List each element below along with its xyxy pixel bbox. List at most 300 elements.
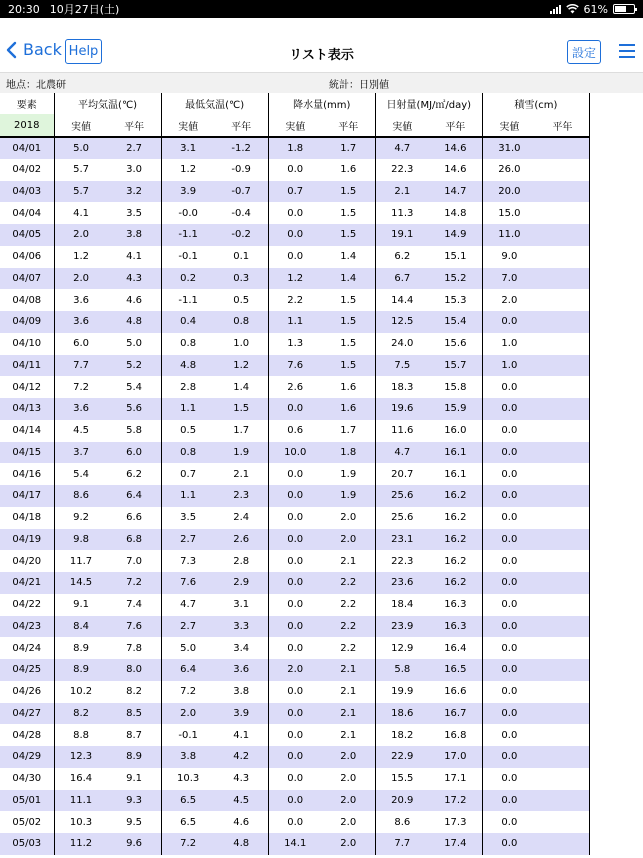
avg-temp-actual: 11.1: [54, 790, 108, 812]
min-temp-normal: 3.3: [215, 616, 269, 638]
min-temp-actual: 0.8: [161, 442, 215, 464]
snow-normal: [536, 659, 590, 681]
snow-actual: 0.0: [482, 616, 536, 638]
precip-normal: 2.0: [322, 529, 376, 551]
solar-actual: 23.1: [375, 529, 429, 551]
table-row[interactable]: [0, 137, 590, 159]
min-temp-normal: 2.3: [215, 485, 269, 507]
snow-normal: [536, 442, 590, 464]
precip-actual: 0.0: [268, 681, 322, 703]
nav-bar: [0, 18, 643, 72]
min-temp-normal: 4.5: [215, 790, 269, 812]
min-temp-normal: 0.1: [215, 246, 269, 268]
sub-header-normal: 平年: [108, 114, 162, 137]
table-row[interactable]: [0, 790, 590, 812]
avg-temp-normal: 6.6: [108, 507, 162, 529]
date-cell: 04/07: [0, 268, 54, 290]
avg-temp-actual: 4.1: [54, 202, 108, 224]
solar-normal: 17.2: [429, 790, 483, 812]
table-row[interactable]: [0, 724, 590, 746]
avg-temp-actual: 14.5: [54, 572, 108, 594]
snow-normal: [536, 224, 590, 246]
precip-normal: 1.5: [322, 202, 376, 224]
avg-temp-actual: 2.0: [54, 224, 108, 246]
date-cell: 04/06: [0, 246, 54, 268]
date-cell: 05/02: [0, 811, 54, 833]
solar-actual: 6.2: [375, 246, 429, 268]
snow-actual: 0.0: [482, 420, 536, 442]
snow-actual: 0.0: [482, 485, 536, 507]
table-row[interactable]: [0, 659, 590, 681]
min-temp-normal: 1.9: [215, 442, 269, 464]
date-cell: 04/13: [0, 398, 54, 420]
table-row[interactable]: [0, 616, 590, 638]
avg-temp-actual: 9.8: [54, 529, 108, 551]
min-temp-normal: 4.6: [215, 811, 269, 833]
min-temp-normal: 3.6: [215, 659, 269, 681]
group-header-precipitation: 降水量(mm): [268, 93, 375, 114]
precip-normal: 2.1: [322, 703, 376, 725]
solar-normal: 15.2: [429, 268, 483, 290]
snow-actual: 31.0: [482, 137, 536, 159]
group-header-snow-depth: 積雪(cm): [482, 93, 589, 114]
snow-normal: [536, 746, 590, 768]
min-temp-actual: 7.3: [161, 550, 215, 572]
avg-temp-normal: 4.6: [108, 289, 162, 311]
solar-normal: 15.4: [429, 311, 483, 333]
solar-normal: 15.3: [429, 289, 483, 311]
date-cell: 04/30: [0, 768, 54, 790]
avg-temp-actual: 2.0: [54, 268, 108, 290]
snow-actual: 0.0: [482, 463, 536, 485]
snow-actual: 0.0: [482, 768, 536, 790]
table-row[interactable]: [0, 268, 590, 290]
min-temp-normal: 2.8: [215, 550, 269, 572]
min-temp-actual: 5.0: [161, 637, 215, 659]
snow-normal: [536, 137, 590, 159]
solar-actual: 23.9: [375, 616, 429, 638]
help-button[interactable]: Help: [65, 39, 102, 64]
snow-normal: [536, 507, 590, 529]
date-cell: 04/03: [0, 181, 54, 203]
battery-icon: [613, 4, 635, 14]
settings-button[interactable]: 設定: [567, 40, 601, 64]
avg-temp-actual: 9.2: [54, 507, 108, 529]
table-body: [0, 137, 590, 855]
snow-normal: [536, 181, 590, 203]
solar-actual: 14.4: [375, 289, 429, 311]
table-row[interactable]: [0, 637, 590, 659]
min-temp-normal: 2.4: [215, 507, 269, 529]
info-bar: [0, 72, 643, 93]
avg-temp-actual: 12.3: [54, 746, 108, 768]
snow-actual: 0.0: [482, 311, 536, 333]
avg-temp-normal: 3.8: [108, 224, 162, 246]
header-row-groups: [0, 93, 590, 114]
solar-normal: 15.7: [429, 355, 483, 377]
min-temp-normal: 0.3: [215, 268, 269, 290]
solar-actual: 12.5: [375, 311, 429, 333]
avg-temp-normal: 9.3: [108, 790, 162, 812]
precip-normal: 2.0: [322, 746, 376, 768]
precip-actual: 0.0: [268, 594, 322, 616]
snow-normal: [536, 768, 590, 790]
snow-actual: 0.0: [482, 833, 536, 855]
status-bar: [0, 0, 643, 18]
avg-temp-normal: 6.8: [108, 529, 162, 551]
avg-temp-normal: 4.1: [108, 246, 162, 268]
min-temp-normal: -0.9: [215, 159, 269, 181]
avg-temp-actual: 3.6: [54, 398, 108, 420]
date-cell: 04/09: [0, 311, 54, 333]
battery-percent: 61%: [583, 2, 608, 16]
sub-header-actual: 実値: [268, 114, 322, 137]
snow-normal: [536, 463, 590, 485]
snow-actual: 0.0: [482, 637, 536, 659]
status-date: 10月27日(土): [49, 3, 120, 16]
solar-actual: 22.9: [375, 746, 429, 768]
group-header-solar-radiation: 日射量(MJ/㎡/day): [375, 93, 482, 114]
min-temp-actual: -1.1: [161, 224, 215, 246]
precip-actual: 2.6: [268, 376, 322, 398]
avg-temp-normal: 5.8: [108, 420, 162, 442]
snow-actual: 0.0: [482, 811, 536, 833]
solar-normal: 16.3: [429, 594, 483, 616]
min-temp-actual: 1.1: [161, 398, 215, 420]
min-temp-actual: 10.3: [161, 768, 215, 790]
table-row[interactable]: [0, 811, 590, 833]
solar-normal: 14.6: [429, 159, 483, 181]
snow-actual: 1.0: [482, 355, 536, 377]
snow-actual: 11.0: [482, 224, 536, 246]
precip-normal: 1.6: [322, 398, 376, 420]
year-cell[interactable]: 2018: [0, 114, 54, 137]
precip-actual: 0.0: [268, 507, 322, 529]
precip-normal: 2.2: [322, 572, 376, 594]
table-row[interactable]: [0, 246, 590, 268]
min-temp-actual: 2.8: [161, 376, 215, 398]
avg-temp-actual: 5.4: [54, 463, 108, 485]
date-cell: 04/15: [0, 442, 54, 464]
precip-actual: 0.0: [268, 572, 322, 594]
min-temp-actual: -0.1: [161, 246, 215, 268]
solar-normal: 16.8: [429, 724, 483, 746]
group-header-avg-temp: 平均気温(℃): [54, 93, 161, 114]
solar-normal: 14.8: [429, 202, 483, 224]
precip-actual: 1.1: [268, 311, 322, 333]
solar-actual: 5.8: [375, 659, 429, 681]
min-temp-actual: 0.7: [161, 463, 215, 485]
precip-normal: 2.0: [322, 507, 376, 529]
precip-normal: 2.2: [322, 616, 376, 638]
avg-temp-actual: 10.3: [54, 811, 108, 833]
min-temp-normal: 3.8: [215, 681, 269, 703]
table-row[interactable]: [0, 703, 590, 725]
min-temp-actual: 7.2: [161, 833, 215, 855]
precip-normal: 2.1: [322, 681, 376, 703]
solar-normal: 16.0: [429, 420, 483, 442]
solar-normal: 15.6: [429, 333, 483, 355]
min-temp-normal: -0.2: [215, 224, 269, 246]
date-cell: 04/22: [0, 594, 54, 616]
avg-temp-normal: 8.7: [108, 724, 162, 746]
snow-normal: [536, 355, 590, 377]
precip-normal: 1.7: [322, 137, 376, 159]
table-row[interactable]: [0, 398, 590, 420]
avg-temp-actual: 1.2: [54, 246, 108, 268]
avg-temp-normal: 5.6: [108, 398, 162, 420]
min-temp-actual: 1.2: [161, 159, 215, 181]
snow-normal: [536, 594, 590, 616]
solar-actual: 18.6: [375, 703, 429, 725]
snow-actual: 0.0: [482, 550, 536, 572]
avg-temp-normal: 7.2: [108, 572, 162, 594]
precip-normal: 1.8: [322, 442, 376, 464]
table-row[interactable]: [0, 529, 590, 551]
precip-actual: 0.0: [268, 159, 322, 181]
snow-normal: [536, 289, 590, 311]
solar-actual: 15.5: [375, 768, 429, 790]
solar-actual: 2.1: [375, 181, 429, 203]
precip-actual: 7.6: [268, 355, 322, 377]
snow-normal: [536, 311, 590, 333]
table-row[interactable]: [0, 311, 590, 333]
avg-temp-normal: 8.0: [108, 659, 162, 681]
snow-normal: [536, 637, 590, 659]
min-temp-actual: 7.6: [161, 572, 215, 594]
solar-normal: 16.3: [429, 616, 483, 638]
precip-normal: 2.0: [322, 811, 376, 833]
min-temp-normal: 2.9: [215, 572, 269, 594]
precip-normal: 1.5: [322, 333, 376, 355]
snow-actual: 0.0: [482, 572, 536, 594]
table-row[interactable]: [0, 355, 590, 377]
solar-actual: 22.3: [375, 550, 429, 572]
avg-temp-actual: 10.2: [54, 681, 108, 703]
table-row[interactable]: [0, 202, 590, 224]
precip-actual: 2.2: [268, 289, 322, 311]
avg-temp-actual: 3.6: [54, 289, 108, 311]
solar-actual: 18.2: [375, 724, 429, 746]
precip-actual: 0.0: [268, 637, 322, 659]
snow-actual: 2.0: [482, 289, 536, 311]
table-row[interactable]: [0, 833, 590, 855]
solar-normal: 16.2: [429, 529, 483, 551]
group-header-min-temp: 最低気温(℃): [161, 93, 268, 114]
solar-actual: 19.9: [375, 681, 429, 703]
menu-icon[interactable]: [619, 44, 635, 58]
min-temp-normal: 4.2: [215, 746, 269, 768]
snow-normal: [536, 485, 590, 507]
table-row[interactable]: [0, 420, 590, 442]
solar-normal: 17.1: [429, 768, 483, 790]
location-label: 地点：北農研: [6, 79, 66, 91]
min-temp-actual: 6.5: [161, 790, 215, 812]
table-row[interactable]: [0, 463, 590, 485]
avg-temp-normal: 9.6: [108, 833, 162, 855]
table-row[interactable]: [0, 485, 590, 507]
snow-normal: [536, 703, 590, 725]
table-row[interactable]: [0, 224, 590, 246]
avg-temp-normal: 4.8: [108, 311, 162, 333]
snow-normal: [536, 790, 590, 812]
min-temp-actual: 0.4: [161, 311, 215, 333]
snow-actual: 0.0: [482, 724, 536, 746]
snow-normal: [536, 376, 590, 398]
avg-temp-normal: 7.6: [108, 616, 162, 638]
solar-normal: 15.8: [429, 376, 483, 398]
table-row[interactable]: [0, 768, 590, 790]
solar-normal: 14.9: [429, 224, 483, 246]
snow-actual: 15.0: [482, 202, 536, 224]
table-row[interactable]: [0, 442, 590, 464]
avg-temp-actual: 16.4: [54, 768, 108, 790]
min-temp-normal: -1.2: [215, 137, 269, 159]
precip-actual: 0.0: [268, 463, 322, 485]
avg-temp-normal: 5.2: [108, 355, 162, 377]
precip-actual: 0.0: [268, 550, 322, 572]
table-row[interactable]: [0, 594, 590, 616]
date-cell: 04/08: [0, 289, 54, 311]
precip-normal: 1.9: [322, 463, 376, 485]
snow-normal: [536, 833, 590, 855]
min-temp-actual: 3.5: [161, 507, 215, 529]
precip-actual: 1.8: [268, 137, 322, 159]
min-temp-normal: 1.2: [215, 355, 269, 377]
table-row[interactable]: [0, 746, 590, 768]
min-temp-normal: 2.1: [215, 463, 269, 485]
solar-actual: 20.9: [375, 790, 429, 812]
min-temp-normal: 4.1: [215, 724, 269, 746]
precip-normal: 1.5: [322, 311, 376, 333]
table-row[interactable]: [0, 681, 590, 703]
snow-normal: [536, 572, 590, 594]
precip-actual: 10.0: [268, 442, 322, 464]
snow-actual: 0.0: [482, 681, 536, 703]
snow-normal: [536, 420, 590, 442]
precip-normal: 1.6: [322, 159, 376, 181]
table-row[interactable]: [0, 159, 590, 181]
precip-actual: 0.0: [268, 529, 322, 551]
avg-temp-actual: 8.2: [54, 703, 108, 725]
avg-temp-normal: 8.5: [108, 703, 162, 725]
solar-actual: 18.4: [375, 594, 429, 616]
min-temp-actual: 3.9: [161, 181, 215, 203]
solar-normal: 17.4: [429, 833, 483, 855]
precip-normal: 2.1: [322, 550, 376, 572]
min-temp-normal: 0.8: [215, 311, 269, 333]
snow-actual: 0.0: [482, 594, 536, 616]
date-cell: 04/04: [0, 202, 54, 224]
min-temp-actual: 2.7: [161, 529, 215, 551]
solar-actual: 25.6: [375, 507, 429, 529]
date-cell: 04/18: [0, 507, 54, 529]
table-row[interactable]: [0, 572, 590, 594]
precip-normal: 1.6: [322, 376, 376, 398]
table-row[interactable]: [0, 289, 590, 311]
avg-temp-normal: 8.9: [108, 746, 162, 768]
snow-actual: 0.0: [482, 376, 536, 398]
solar-actual: 19.1: [375, 224, 429, 246]
table-row[interactable]: [0, 181, 590, 203]
min-temp-actual: 0.8: [161, 333, 215, 355]
table-row[interactable]: [0, 333, 590, 355]
table-row[interactable]: [0, 550, 590, 572]
avg-temp-normal: 9.5: [108, 811, 162, 833]
status-right: [550, 3, 635, 16]
solar-actual: 7.7: [375, 833, 429, 855]
status-time: 20:30: [8, 2, 40, 16]
min-temp-actual: 0.2: [161, 268, 215, 290]
snow-actual: 20.0: [482, 181, 536, 203]
sub-header-normal: 平年: [536, 114, 590, 137]
date-cell: 04/26: [0, 681, 54, 703]
solar-normal: 16.7: [429, 703, 483, 725]
avg-temp-normal: 5.4: [108, 376, 162, 398]
date-cell: 04/11: [0, 355, 54, 377]
precip-normal: 2.1: [322, 724, 376, 746]
sub-header-normal: 平年: [429, 114, 483, 137]
min-temp-actual: -0.1: [161, 724, 215, 746]
avg-temp-normal: 4.3: [108, 268, 162, 290]
solar-actual: 24.0: [375, 333, 429, 355]
precip-actual: 0.0: [268, 398, 322, 420]
precip-actual: 0.0: [268, 616, 322, 638]
table-row[interactable]: [0, 507, 590, 529]
avg-temp-actual: 9.1: [54, 594, 108, 616]
element-header: 要素: [0, 93, 54, 114]
solar-actual: 18.3: [375, 376, 429, 398]
date-cell: 05/01: [0, 790, 54, 812]
avg-temp-normal: 3.5: [108, 202, 162, 224]
table-row[interactable]: [0, 376, 590, 398]
date-cell: 04/25: [0, 659, 54, 681]
snow-normal: [536, 159, 590, 181]
date-cell: 04/14: [0, 420, 54, 442]
avg-temp-actual: 5.7: [54, 181, 108, 203]
snow-actual: 0.0: [482, 442, 536, 464]
snow-normal: [536, 681, 590, 703]
date-cell: 04/28: [0, 724, 54, 746]
avg-temp-normal: 7.4: [108, 594, 162, 616]
precip-normal: 2.0: [322, 790, 376, 812]
min-temp-actual: 4.7: [161, 594, 215, 616]
avg-temp-actual: 5.7: [54, 159, 108, 181]
snow-actual: 0.0: [482, 659, 536, 681]
solar-actual: 11.6: [375, 420, 429, 442]
avg-temp-actual: 3.6: [54, 311, 108, 333]
avg-temp-normal: 6.4: [108, 485, 162, 507]
signal-icon: [550, 5, 561, 14]
avg-temp-normal: 3.2: [108, 181, 162, 203]
snow-actual: 7.0: [482, 268, 536, 290]
snow-normal: [536, 333, 590, 355]
solar-normal: 16.2: [429, 485, 483, 507]
precip-normal: 1.4: [322, 268, 376, 290]
precip-actual: 0.0: [268, 811, 322, 833]
precip-actual: 0.0: [268, 768, 322, 790]
min-temp-actual: 3.8: [161, 746, 215, 768]
solar-normal: 16.2: [429, 507, 483, 529]
avg-temp-normal: 6.0: [108, 442, 162, 464]
solar-normal: 16.1: [429, 463, 483, 485]
precip-actual: 0.0: [268, 485, 322, 507]
min-temp-normal: -0.4: [215, 202, 269, 224]
precip-actual: 0.0: [268, 724, 322, 746]
precip-normal: 1.7: [322, 420, 376, 442]
avg-temp-normal: 9.1: [108, 768, 162, 790]
solar-normal: 14.7: [429, 181, 483, 203]
